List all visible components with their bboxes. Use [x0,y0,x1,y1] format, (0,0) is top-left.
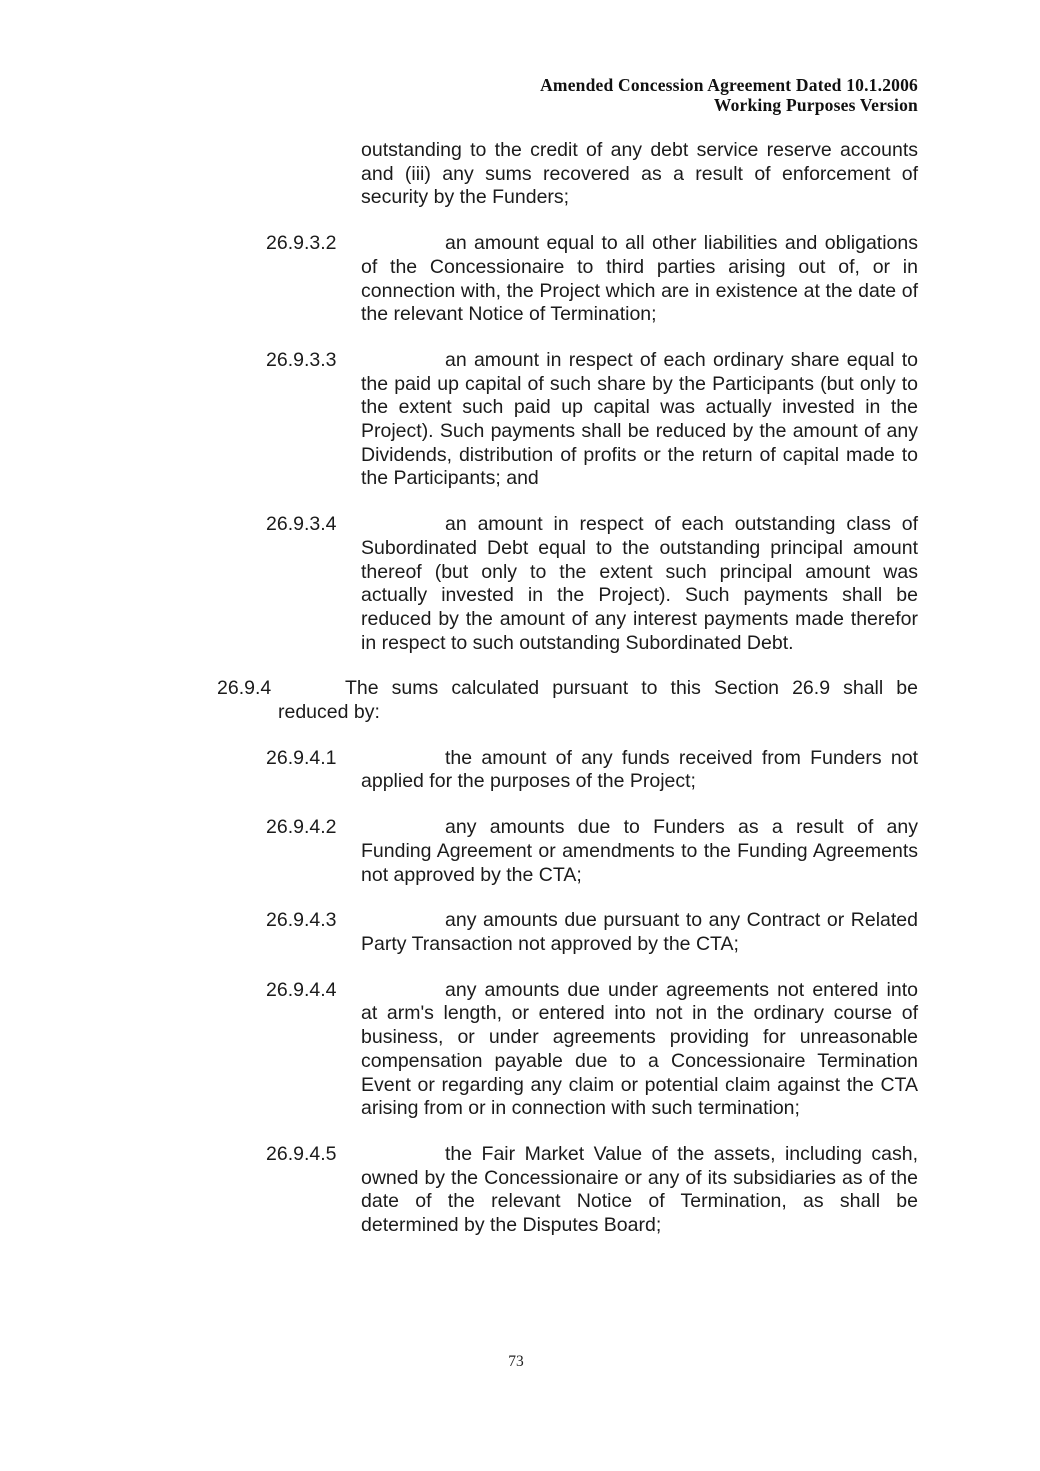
clause-number: 26.9.3.3 [266,348,337,371]
page-number: 73 [508,1353,524,1370]
clause-26-9-3-3 [0,349,1040,491]
clause-26-9-4-5 [0,1143,1040,1238]
clause-26-9-4-4 [0,979,1040,1121]
clause-text: any amounts due pursuant to any Contract or Related Party Transaction not approved by the CTA; [361,909,918,955]
clause-text: an amount equal to all other liabilities and obligations of the Concessionaire to third parties arising out of, or in connection with, the Project which are in existence at the date of the relevant Notice of Termination; [361,232,918,326]
header-line-1: Amended Concession Agreement Dated 10.1.2006 [540,75,918,95]
clause-text: The sums calculated pursuant to this Section 26.9 shall be reduced by: [278,677,918,724]
document-body [0,139,1040,1260]
clause-26-9-4-1 [0,747,1040,794]
clause-text: an amount in respect of each ordinary share equal to the paid up capital of such share by the Participants (but only to the extent such paid up capital was actually invested in the Project). Such payments shall be reduced by the amount of any Dividends, distribution of profits or the return of capital made to the Participants; and [361,348,918,490]
clause-number: 26.9.4.1 [266,746,337,769]
clause-text: an amount in respect of each outstanding class of Subordinated Debt equal to the outstanding principal amount thereof (but only to the extent such principal amount was actually invested in the Project). Such payments shall be reduced by the amount of any interest payments made therefor in respect to such outstanding Subordinated Debt. [361,513,918,654]
clause-text: any amounts due under agreements not entered into at arm's length, or entered into not in the ordinary course of business, or under agreements providing for unreasonable compensation payable due to a Concessionaire Termination Event or regarding any claim or potential claim against the CTA arising from or in connection with such termination; [361,978,918,1120]
clause-number: 26.9.4.4 [266,978,337,1001]
clause-26-9-4 [0,677,1040,724]
clause-26-9-3-2 [0,232,1040,327]
clause-number: 26.9.4 [217,677,272,700]
clause-26-9-4-2 [0,816,1040,887]
header-line-2: Working Purposes Version [713,95,918,115]
clause-26-9-3-4 [0,513,1040,655]
clause-number: 26.9.3.2 [266,232,337,255]
clause-number: 26.9.4.3 [266,909,337,932]
clause-26-9-4-3 [0,909,1040,956]
clause-number: 26.9.4.2 [266,816,337,839]
clause-text: the amount of any funds received from Funders not applied for the purposes of the Project; [361,746,918,793]
clause-number: 26.9.3.4 [266,513,337,536]
paragraph-continuation: outstanding to the credit of any debt service reserve accounts and (iii) any sums recovered as a result of enforcement of security by the Funders; [361,139,918,209]
document-header [540,75,918,115]
clause-number: 26.9.4.5 [266,1142,337,1165]
clause-text: the Fair Market Value of the assets, including cash, owned by the Concessionaire or any of its subsidiaries as of the date of the relevant Notice of Termination, as shall be determined by the Disputes Board; [361,1142,918,1237]
clause-text: any amounts due to Funders as a result of any Funding Agreement or amendments to the Funding Agreements not approved by the CTA; [361,816,918,886]
